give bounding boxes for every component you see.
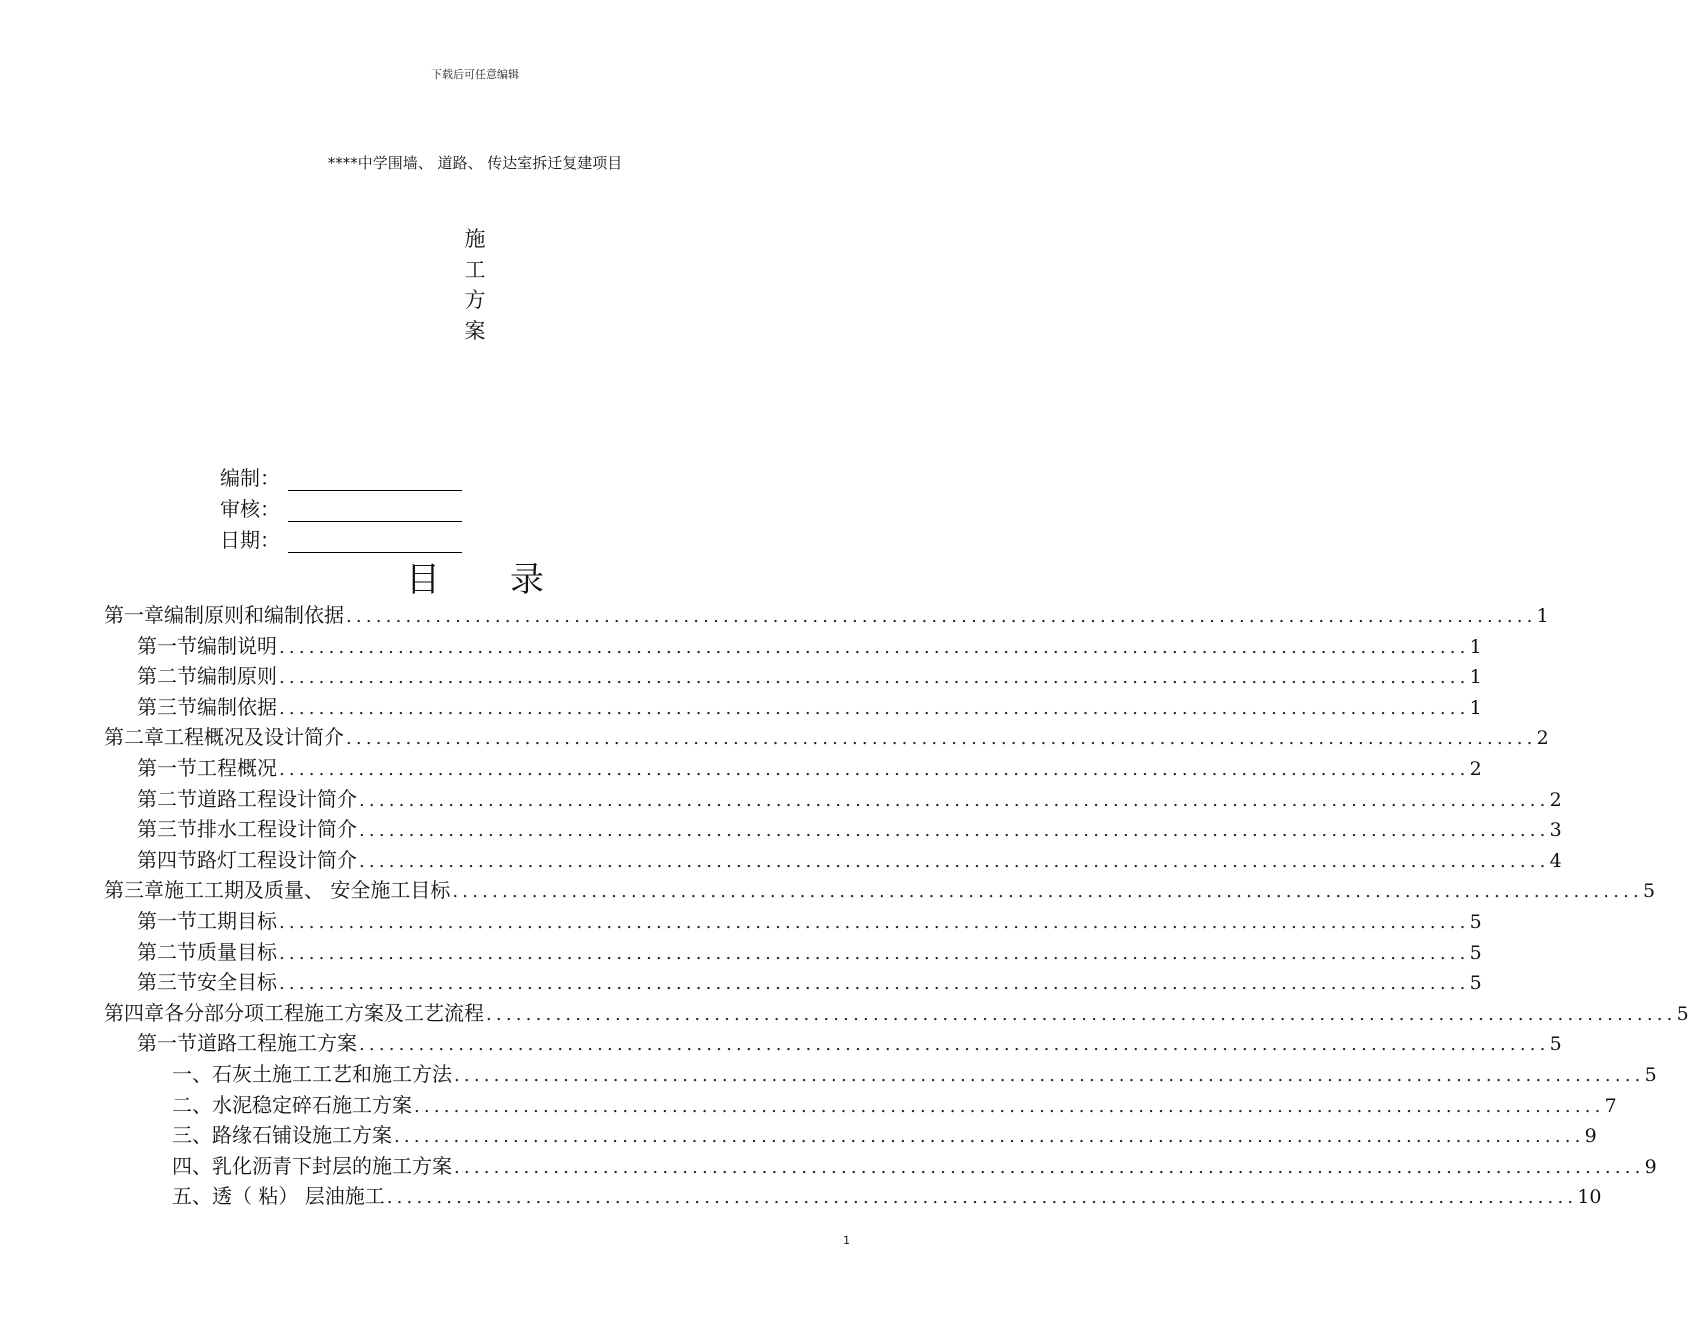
date-blank-line bbox=[288, 528, 462, 553]
toc-entry[interactable] bbox=[137, 1027, 1562, 1057]
toc-entry[interactable] bbox=[137, 783, 1562, 813]
toc-entry-page: 1 bbox=[1536, 605, 1549, 627]
toc-entry-page: 5 bbox=[1549, 1033, 1562, 1056]
toc-leader-dots: ........................................................................................................................ bbox=[359, 820, 1550, 842]
toc-entry-page: 3 bbox=[1549, 819, 1562, 842]
toc-entry-number: 第二章 bbox=[104, 725, 164, 750]
toc-entry-page: 1 bbox=[1469, 635, 1482, 658]
toc-entry[interactable] bbox=[104, 721, 1549, 751]
toc-entry-title: 施工工期及质量、 安全施工目标 bbox=[164, 878, 451, 903]
toc-entry-title: 路灯工程设计简介 bbox=[197, 847, 357, 872]
toc-entry-title: 透（ 粘） 层油施工 bbox=[212, 1184, 385, 1209]
toc-entry-page: 1 bbox=[1469, 666, 1482, 689]
toc-entry-number: 五、 bbox=[172, 1184, 212, 1209]
toc-entry[interactable] bbox=[104, 599, 1549, 629]
toc-entry[interactable] bbox=[137, 966, 1482, 996]
toc-entry-number: 一、 bbox=[172, 1062, 212, 1086]
toc-entry-page: 9 bbox=[1584, 1125, 1597, 1148]
toc-entry-number: 四、 bbox=[172, 1153, 212, 1178]
signoff-form bbox=[220, 460, 462, 553]
toc-leader-dots: ........................................................................................................................ bbox=[452, 881, 1643, 903]
toc-leader-dots: ........................................................................................................................ bbox=[394, 1126, 1585, 1148]
toc-entry[interactable] bbox=[172, 1150, 1657, 1180]
toc-leader-dots: ........................................................................................................................ bbox=[279, 912, 1470, 933]
toc-entry[interactable] bbox=[104, 874, 1656, 904]
toc-entry-page: 2 bbox=[1469, 758, 1482, 780]
document-title bbox=[0, 224, 950, 346]
toc-entry-title: 工程概况及设计简介 bbox=[164, 725, 344, 750]
toc-entry-number: 第二节 bbox=[137, 664, 197, 689]
toc-entry-page: 5 bbox=[1642, 880, 1656, 903]
toc-leader-dots: ........................................................................................................................ bbox=[359, 789, 1550, 811]
date-row bbox=[220, 522, 462, 553]
toc-entry-page: 5 bbox=[1644, 1064, 1657, 1086]
toc-entry[interactable] bbox=[137, 905, 1482, 935]
reviewer-row bbox=[220, 491, 462, 522]
toc-entry-title: 道路工程设计简介 bbox=[197, 786, 357, 811]
toc-leader-dots: ........................................................................................................................ bbox=[359, 1034, 1550, 1056]
toc-entry-number: 第一章 bbox=[104, 603, 164, 627]
header-note: 下载后可任意编辑 bbox=[431, 68, 519, 81]
toc-heading-char: 目 bbox=[406, 560, 440, 600]
toc-leader-dots: ........................................................................................................................ bbox=[279, 636, 1470, 658]
toc-entry-number: 第四章 bbox=[104, 1000, 164, 1025]
toc-entry[interactable] bbox=[137, 813, 1562, 843]
toc-leader-dots: ........................................................................................................................ bbox=[346, 606, 1537, 627]
toc-entry[interactable] bbox=[137, 844, 1562, 874]
toc-entry-title: 道路工程施工方案 bbox=[197, 1031, 357, 1056]
toc-entry-number: 第四节 bbox=[137, 847, 197, 872]
toc-entry-title: 编制原则和编制依据 bbox=[164, 603, 344, 627]
project-title: ****中学围墙、 道路、 传达室拆迁复建项目 bbox=[327, 154, 623, 172]
toc-entry-number: 第二节 bbox=[137, 939, 197, 964]
toc-entry-page: 5 bbox=[1469, 941, 1482, 964]
toc-entry-page: 2 bbox=[1536, 727, 1549, 750]
toc-entry-title: 排水工程设计简介 bbox=[197, 817, 357, 842]
toc-leader-dots: ........................................................................................................................ bbox=[279, 697, 1470, 719]
toc-entry-title: 工程概况 bbox=[197, 756, 277, 780]
toc-entry-page: 1 bbox=[1469, 696, 1482, 719]
toc-entry-title: 编制原则 bbox=[197, 664, 277, 689]
toc-entry-number: 第三节 bbox=[137, 694, 197, 719]
toc-entry[interactable] bbox=[137, 660, 1482, 690]
toc-entry-number: 第三节 bbox=[137, 970, 197, 995]
toc-entry-page: 2 bbox=[1549, 788, 1562, 811]
toc-entry-page: 5 bbox=[1469, 972, 1482, 995]
toc-leader-dots: ........................................................................................................................ bbox=[454, 1065, 1645, 1086]
toc-leader-dots: ........................................................................................................................ bbox=[414, 1095, 1605, 1117]
toc-entry-page: 7 bbox=[1604, 1094, 1617, 1117]
toc-leader-dots: ........................................................................................................................ bbox=[386, 1187, 1578, 1209]
toc-entry-page: 5 bbox=[1676, 1002, 1689, 1025]
toc-entry-page: 10 bbox=[1577, 1186, 1602, 1209]
toc-entry-number: 第一节 bbox=[137, 1031, 197, 1056]
date-label: 日期： bbox=[220, 528, 280, 552]
compiler-blank-line bbox=[288, 466, 462, 491]
toc-leader-dots: ........................................................................................................................ bbox=[346, 728, 1537, 750]
toc-leader-dots: ........................................................................................................................ bbox=[454, 1156, 1645, 1178]
toc-entry-page: 4 bbox=[1549, 849, 1562, 872]
toc-heading-char: 录 bbox=[510, 560, 544, 600]
toc-entry-number: 第一节 bbox=[137, 756, 197, 780]
toc-entry-page: 5 bbox=[1469, 911, 1482, 933]
toc-entry[interactable] bbox=[172, 1119, 1597, 1149]
toc-entry-title: 安全目标 bbox=[197, 970, 277, 995]
toc-leader-dots: ........................................................................................................................ bbox=[486, 1003, 1677, 1025]
toc-entry[interactable] bbox=[172, 1058, 1657, 1088]
title-char: 工 bbox=[464, 257, 486, 282]
toc-entry-title: 乳化沥青下封层的施工方案 bbox=[212, 1153, 452, 1178]
toc-entry-title: 水泥稳定碎石施工方案 bbox=[212, 1092, 412, 1117]
toc-entry[interactable] bbox=[137, 691, 1482, 721]
title-char: 施 bbox=[464, 227, 486, 251]
toc-entry-number: 三、 bbox=[172, 1123, 212, 1148]
title-char: 案 bbox=[464, 318, 486, 343]
toc-entry-title: 工期目标 bbox=[197, 909, 277, 933]
toc-entry-number: 第三章 bbox=[104, 878, 164, 903]
toc-leader-dots: ........................................................................................................................ bbox=[279, 667, 1470, 689]
compiler-label: 编制： bbox=[220, 466, 280, 490]
toc-entry-title: 编制说明 bbox=[197, 633, 277, 658]
toc-entry[interactable] bbox=[172, 1180, 1602, 1210]
toc-entry-title: 石灰土施工工艺和施工方法 bbox=[212, 1062, 452, 1086]
toc-entry-title: 质量目标 bbox=[197, 939, 277, 964]
toc-entry-number: 第二节 bbox=[137, 786, 197, 811]
title-char: 方 bbox=[464, 288, 486, 312]
page-number: 1 bbox=[843, 1234, 850, 1247]
reviewer-label: 审核： bbox=[220, 497, 280, 521]
toc-entry[interactable] bbox=[137, 752, 1482, 782]
reviewer-blank-line bbox=[288, 497, 462, 522]
compiler-row bbox=[220, 460, 462, 491]
toc-leader-dots: ........................................................................................................................ bbox=[279, 973, 1470, 995]
toc-entry-title: 各分部分项工程施工方案及工艺流程 bbox=[164, 1000, 484, 1025]
toc-entry-number: 二、 bbox=[172, 1092, 212, 1117]
toc-entry-number: 第一节 bbox=[137, 633, 197, 658]
toc-entry-title: 路缘石铺设施工方案 bbox=[212, 1123, 392, 1148]
toc-entry[interactable] bbox=[137, 630, 1482, 660]
toc-leader-dots: ........................................................................................................................ bbox=[279, 759, 1470, 780]
toc-leader-dots: ........................................................................................................................ bbox=[279, 942, 1470, 964]
toc-entry[interactable] bbox=[137, 936, 1482, 966]
toc-heading bbox=[0, 552, 950, 601]
toc-entry-title: 编制依据 bbox=[197, 694, 277, 719]
toc-leader-dots: ........................................................................................................................ bbox=[359, 850, 1550, 872]
toc-entry[interactable] bbox=[104, 997, 1689, 1027]
toc-entry[interactable] bbox=[172, 1089, 1617, 1119]
toc-entry-number: 第三节 bbox=[137, 817, 197, 842]
toc-entry-number: 第一节 bbox=[137, 909, 197, 933]
toc-entry-page: 9 bbox=[1644, 1155, 1657, 1178]
